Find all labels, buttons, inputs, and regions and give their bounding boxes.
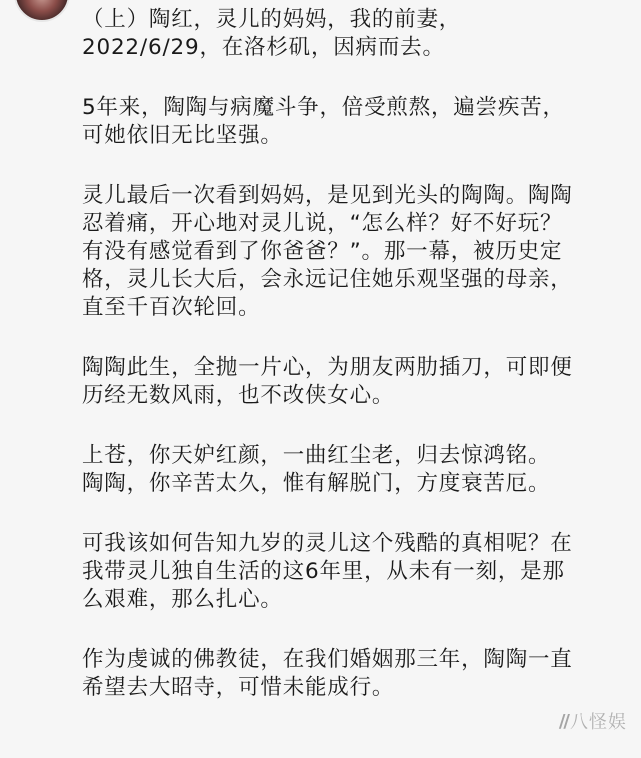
post-paragraph [82,442,622,498]
text-line: 有没有感觉看到了你爸爸？”。那一幕，被历史定 [82,239,563,264]
post-paragraph [82,530,622,614]
post-paragraph [82,646,622,702]
text-line: 历经无数风雨，也不改侠女心。 [82,383,395,408]
text-line: 2022/6/29，在洛杉矶，因病而去。 [82,35,445,60]
text-line: 希望去大昭寺，可惜未能成行。 [82,675,395,700]
text-line: （上）陶红，灵儿的妈妈，我的前妻， [82,7,462,32]
text-line: 可我该如何告知九岁的灵儿这个残酷的真相呢？在 [82,531,573,556]
text-line: 作为虔诚的佛教徒，在我们婚姻那三年，陶陶一直 [82,647,573,672]
text-line: 5年来，陶陶与病魔斗争，倍受煎熬，遍尝疾苦， [82,95,565,120]
post-paragraph [82,6,622,62]
text-line: 我带灵儿独自生活的这6年里，从未有一刻，是那 [82,559,565,584]
text-line: 忍着痛，开心地对灵儿说，“怎么样？好不好玩？ [82,211,563,236]
text-line: 可她依旧无比坚强。 [82,123,283,148]
watermark [559,708,627,734]
text-line: 灵儿最后一次看到妈妈，是见到光头的陶陶。陶陶 [82,183,573,208]
logo-mark-icon: // [558,710,568,732]
text-line: 陶陶，你辛苦太久，惟有解脱门，方度衰苦厄。 [82,471,551,496]
text-line: 格，灵儿长大后，会永远记住她乐观坚强的母亲， [82,267,573,292]
avatar[interactable] [14,0,70,22]
text-line: 直至千百次轮回。 [82,295,261,320]
watermark-text: 八怪娱 [570,712,627,733]
post-paragraph [82,94,622,150]
post-paragraph [82,182,622,322]
text-line: 上苍，你天妒红颜，一曲红尘老，归去惊鸿铭。 [82,443,551,468]
text-line: 么艰难，那么扎心。 [82,587,283,612]
post-body [82,6,622,734]
post-paragraph [82,354,622,410]
text-line: 陶陶此生，全抛一片心，为朋友两肋插刀，可即便 [82,355,573,380]
